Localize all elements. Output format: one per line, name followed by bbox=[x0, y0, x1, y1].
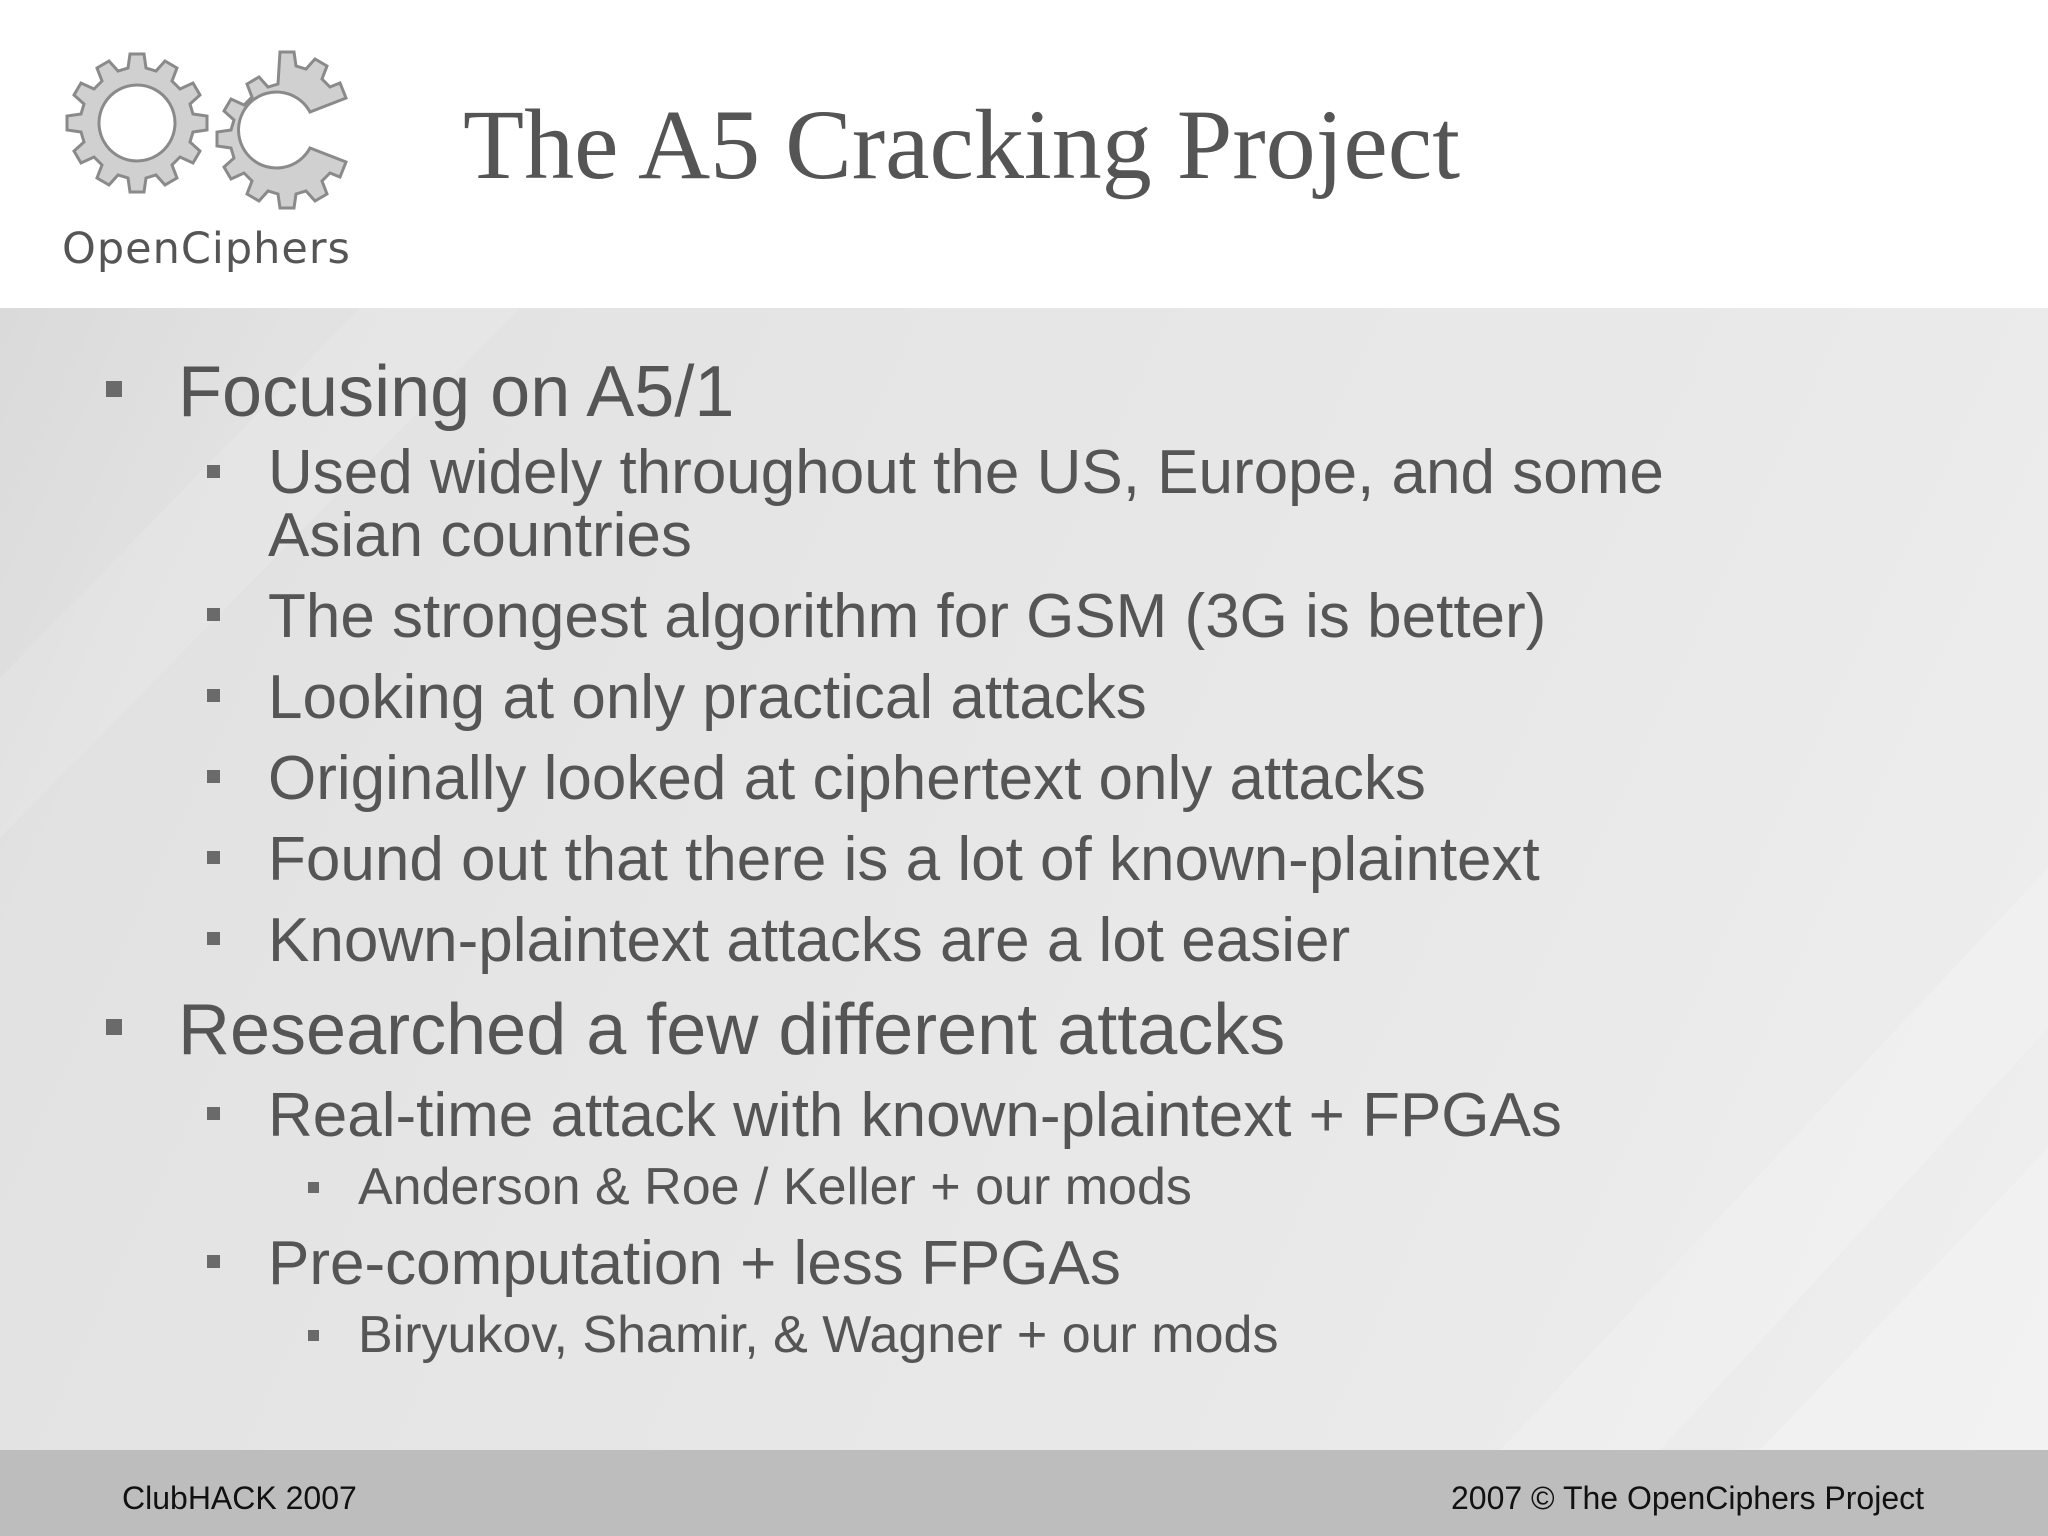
bullet-researched-attacks: Researched a few different attacks bbox=[178, 990, 1286, 1070]
bullet-marker bbox=[106, 381, 122, 397]
bullet-marker bbox=[207, 1255, 220, 1268]
bullet-focusing-a51: Focusing on A5/1 bbox=[178, 352, 735, 432]
bullet-ciphertext-only: Originally looked at ciphertext only attacks bbox=[268, 744, 1426, 813]
bullet-used-widely-line2: Asian countries bbox=[268, 501, 692, 570]
bullet-marker bbox=[308, 1330, 319, 1341]
bullet-marker bbox=[106, 1019, 122, 1035]
bullet-anderson-roe: Anderson & Roe / Keller + our mods bbox=[358, 1158, 1192, 1216]
bullet-pre-computation: Pre-computation + less FPGAs bbox=[268, 1229, 1121, 1298]
footer-copyright: 2007 © The OpenCiphers Project bbox=[1450, 1480, 1924, 1516]
bullet-marker bbox=[308, 1182, 319, 1193]
slide-content bbox=[0, 308, 2048, 1450]
bullet-strongest-algorithm: The strongest algorithm for GSM (3G is better) bbox=[268, 582, 1547, 651]
bullet-practical-attacks: Looking at only practical attacks bbox=[268, 663, 1147, 732]
bullet-used-widely-line1: Used widely throughout the US, Europe, and some bbox=[268, 438, 1664, 507]
bullet-marker bbox=[207, 1107, 220, 1120]
footer-event: ClubHACK 2007 bbox=[122, 1480, 357, 1516]
bullet-marker bbox=[207, 851, 220, 864]
openciphers-logo bbox=[48, 48, 368, 278]
bullet-known-plaintext-found: Found out that there is a lot of known-plaintext bbox=[268, 825, 1540, 894]
slide-footer bbox=[0, 1450, 2048, 1536]
bullet-known-plaintext-easier: Known-plaintext attacks are a lot easier bbox=[268, 906, 1351, 975]
slide-header bbox=[0, 0, 2048, 308]
bullet-marker bbox=[207, 465, 220, 478]
bullet-marker bbox=[207, 608, 220, 621]
slide-title: The A5 Cracking Project bbox=[463, 89, 1460, 200]
bullet-marker bbox=[207, 932, 220, 945]
bullet-real-time-attack: Real-time attack with known-plaintext + FPGAs bbox=[268, 1081, 1562, 1150]
bullet-biryukov-shamir: Biryukov, Shamir, & Wagner + our mods bbox=[358, 1306, 1279, 1364]
logo-text: OpenCiphers bbox=[62, 224, 351, 274]
gear-icon bbox=[48, 48, 368, 228]
bullet-marker bbox=[207, 689, 220, 702]
bullet-marker bbox=[207, 770, 220, 783]
